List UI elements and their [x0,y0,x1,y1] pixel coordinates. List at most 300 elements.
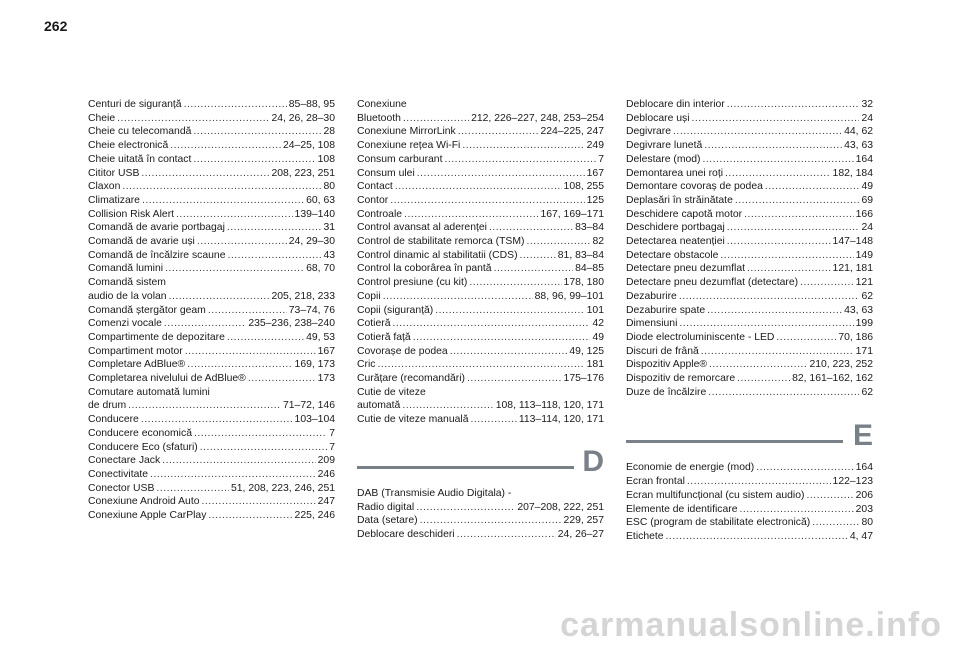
entry-pages: 49, 125 [569,345,604,357]
entry-pages: 108, 113–118, 120, 171 [495,400,604,412]
entry-label: Conectivitate [88,468,149,480]
index-entry [88,112,335,126]
dot-leader [494,262,574,276]
index-entry [626,194,873,208]
entry-label: Deplasări în străinătate [626,194,733,206]
section-header-d [357,444,604,481]
entry-label: Cotieră [357,318,391,330]
dot-leader [202,495,316,509]
dot-leader [194,427,327,441]
entry-pages: 171 [855,345,873,357]
entry-pages: 181 [586,359,604,371]
entry-pages: 84–85 [575,263,604,275]
entry-pages: 139–140 [294,208,335,220]
index-entry [357,345,604,359]
dot-leader [666,530,848,544]
dot-leader [413,331,591,345]
entry-label: Conector USB [88,482,155,494]
dot-leader [462,139,584,153]
index-entry [357,317,604,331]
entry-label: Centuri de siguranță [88,99,182,110]
entry-pages: 24 [861,112,873,124]
index-entry [357,514,604,528]
entry-label: Contor [357,194,389,206]
entry-label: Control presiune (cu kit) [357,277,468,289]
entry-label: Collision Risk Alert [88,208,175,220]
dot-leader [806,489,853,503]
entry-label: Conexiune MirrorLink [357,126,456,138]
dot-leader [117,112,269,126]
entry-pages: 167 [586,167,604,179]
index-entry [357,208,604,222]
entry-pages: 80 [323,181,335,193]
entry-label: Diode electroluminiscente - LED [626,331,775,343]
entry-pages: 206 [855,489,873,501]
entry-pages: 68, 70 [306,263,335,275]
index-entry [88,290,335,304]
entry-pages: 24 [861,222,873,234]
index-entry [626,530,873,544]
entry-pages: 82 [592,236,604,248]
section-rule [357,466,574,469]
entry-pages: 71–72, 146 [282,400,335,412]
index-entry [626,489,873,503]
entry-pages: 83–84 [575,222,604,234]
entry-label: Radio digital [357,501,415,513]
dot-leader [142,194,304,208]
dot-leader [403,112,469,126]
entry-pages: 82, 161–162, 162 [792,373,873,385]
entry-label: Etichete [626,530,664,542]
index-entry [88,139,335,153]
dot-leader [187,358,292,372]
dot-leader [170,139,281,153]
index-column-1 [88,98,335,523]
entry-pages: 169, 173 [294,359,335,371]
entry-pages: 125 [586,194,604,206]
dot-leader [200,441,327,455]
dot-leader [679,317,853,331]
index-entry [88,304,335,318]
entry-label: Discuri de frână [626,345,699,357]
index-entry [357,262,604,276]
entry-pages: 178, 180 [563,277,604,289]
index-entry [88,221,335,235]
section-letter: D [582,444,604,478]
entry-pages: 208, 223, 251 [271,167,335,179]
dot-leader [227,249,321,263]
entry-pages: 182, 184 [832,167,873,179]
dot-leader [377,358,584,372]
index-entry [626,317,873,331]
dot-leader [395,180,562,194]
dot-leader [402,399,493,413]
index-entry-heading: Conexiune [357,99,407,110]
dot-leader [176,208,293,222]
entry-pages: 7 [598,153,604,165]
index-entry [626,503,873,517]
index-entry [626,235,873,249]
entry-pages: 80 [861,517,873,529]
entry-label: Completare AdBlue® [88,359,186,371]
index-entry [357,235,604,249]
entry-pages: 62 [861,386,873,398]
dot-leader [673,125,842,139]
section-letter: E [852,419,873,453]
entry-pages: 51, 208, 223, 246, 251 [231,482,335,494]
dot-leader [727,221,860,235]
entry-pages: 24–25, 108 [282,140,335,152]
index-entry [357,413,604,427]
entry-label: Conexiune Apple CarPlay [88,510,207,522]
index-entry [88,468,335,482]
index-entry [626,167,873,181]
index-entry [88,454,335,468]
entry-pages: 49 [861,181,873,193]
entry-pages: 43, 63 [844,304,873,316]
dot-leader [185,345,316,359]
entry-pages: 85–88, 95 [288,99,335,110]
entry-label: automată [357,400,401,412]
index-entry [357,399,604,413]
dot-leader [709,358,807,372]
index-entry [626,290,873,304]
dot-leader [141,167,269,181]
entry-pages: 210, 223, 252 [809,359,873,371]
dot-leader [450,345,568,359]
dot-leader [193,125,321,139]
index-entry [626,262,873,276]
index-entry [88,495,335,509]
entry-pages: 69 [861,194,873,206]
dot-leader [469,276,561,290]
dot-leader [457,528,556,542]
dot-leader [520,249,556,263]
entry-label: Cutie de viteze manuală [357,414,469,426]
entry-label: Deblocare uși [626,112,690,124]
entry-label: Contact [357,181,393,193]
dot-leader [679,290,860,304]
entry-pages: 49 [592,331,604,343]
entry-label: Covorașe de podea [357,345,448,357]
dot-leader [744,208,854,222]
entry-label: Claxon [88,181,121,193]
index-entry [357,221,604,235]
index-entry [626,112,873,126]
index-entry [357,331,604,345]
entry-pages: 24, 29–30 [288,236,335,248]
dot-leader [420,514,562,528]
entry-pages: 73–74, 76 [288,304,335,316]
entry-label: Consum carburant [357,153,443,165]
entry-pages: 108, 255 [563,181,604,193]
index-entry [88,372,335,386]
section-rule [626,440,843,443]
entry-label: Completarea nivelului de AdBlue® [88,373,246,385]
dot-leader [150,468,316,482]
section-list [357,487,604,542]
dot-leader [776,331,836,345]
dot-leader [197,235,287,249]
index-entry [88,413,335,427]
index-entry [357,194,604,208]
entry-label: Conducere economică [88,427,192,439]
entry-label: Ecran multifuncțional (cu sistem audio) [626,489,805,501]
dot-leader [122,180,321,194]
dot-leader [735,194,860,208]
index-entry [357,290,604,304]
entry-label: Control de stabilitate remorca (TSM) [357,236,525,248]
entry-label: Comandă de avarie portbagaj [88,222,225,234]
dot-leader [165,262,304,276]
entry-label: Conexiune Android Auto [88,496,200,508]
index-entry [88,262,335,276]
index-entry [357,358,604,372]
dot-leader [703,153,854,167]
entry-label: Detectare pneu dezumflat [626,263,745,275]
dot-leader [444,153,596,167]
index-entry [88,98,335,112]
entry-pages: 209 [317,455,335,467]
index-entry [626,304,873,318]
dot-leader [164,317,246,331]
entry-label: ESC (program de stabilitate electronică) [626,517,811,529]
entry-pages: 149 [855,249,873,261]
index-column-2 [357,98,604,542]
entry-pages: 7 [329,427,335,439]
entry-pages: 205, 218, 233 [271,290,335,302]
index-entry [88,482,335,496]
entry-pages: 43 [323,249,335,261]
dot-leader [458,125,539,139]
entry-label: Curățare (recomandări) [357,373,465,385]
entry-label: Cheie electronică [88,140,169,152]
entry-label: Comandă ștergător geam [88,304,206,316]
entry-label: Dispozitiv de remorcare [626,373,736,385]
entry-label: Economie de energie (mod) [626,462,755,474]
index-entry [88,331,335,345]
entry-pages: 235–236, 238–240 [248,318,335,330]
index-entry [88,317,335,331]
entry-label: Comandă lumini [88,263,164,275]
section-header-e [626,421,873,455]
dot-leader [720,249,853,263]
index-entry [88,358,335,372]
entry-label: Cheie cu telecomandă [88,126,192,138]
entry-label: Cititor USB [88,167,140,179]
entry-label: Duze de încălzire [626,386,707,398]
entry-label: Degivrare [626,126,672,138]
section-list [626,461,873,543]
index-entry [626,98,873,112]
entry-pages: 31 [323,222,335,234]
index-entry [626,358,873,372]
dot-leader [800,276,854,290]
entry-label: Compartiment motor [88,345,183,357]
entry-pages: 247 [317,496,335,508]
entry-label: Data (setare) [357,515,418,527]
index-list [357,98,604,427]
entry-label: Compartimente de depozitare [88,331,225,343]
index-entry [626,516,873,530]
entry-label: Comandă de avarie uși [88,236,195,248]
dot-leader [416,501,515,515]
entry-label: Dispozitiv Apple® [626,359,708,371]
dot-leader [727,235,831,249]
index-entry [626,372,873,386]
index-entry [357,167,604,181]
index-entry-heading: Comandă sistem [88,277,166,289]
index-entry [357,304,604,318]
dot-leader [404,208,538,222]
entry-pages: 166 [855,208,873,220]
entry-label: Controale [357,208,403,220]
entry-label: Control dinamic al stabilitatii (CDS) [357,249,518,261]
entry-label: Cheie uitată în contact [88,153,192,165]
index-entry [88,167,335,181]
entry-pages: 212, 226–227, 248, 253–254 [471,112,604,124]
index-entry [626,125,873,139]
index-entry [88,180,335,194]
dot-leader [141,413,293,427]
index-entry [626,386,873,400]
dot-leader [184,98,287,112]
entry-pages: 32 [861,99,873,110]
entry-pages: 103–104 [294,414,335,426]
dot-leader [208,509,292,523]
dot-leader [208,304,287,318]
entry-pages: 207–208, 222, 251 [517,501,604,513]
entry-label: Demontare covoraș de podea [626,181,763,193]
index-entry-heading: DAB (Transmisie Audio Digitala) - [357,487,512,499]
entry-pages: 147–148 [832,236,873,248]
page-number: 262 [44,18,68,34]
index-entry [357,112,604,126]
dot-leader [739,503,853,517]
dot-leader [390,194,584,208]
entry-label: Deblocare deschideri [357,528,455,540]
entry-pages: 81, 83–84 [557,249,604,261]
index-list [88,98,335,523]
index-entry [88,235,335,249]
entry-pages: 24, 26–27 [557,528,604,540]
entry-label: de drum [88,400,127,412]
index-entry [626,345,873,359]
entry-label: Control avansat al aderenței [357,222,487,234]
dot-leader [169,290,270,304]
index-entry [88,153,335,167]
index-entry [88,208,335,222]
entry-label: Climatizare [88,194,140,206]
index-entry [626,208,873,222]
index-entry [626,180,873,194]
entry-label: Elemente de identificare [626,503,738,515]
entry-label: Cric [357,359,376,371]
entry-label: Ecran frontal [626,476,685,488]
index-entry [88,509,335,523]
dot-leader [193,153,315,167]
index-entry [88,125,335,139]
index-entry [626,475,873,489]
entry-label: audio de la volan [88,290,167,302]
entry-pages: 44, 62 [844,126,873,138]
index-entry [88,194,335,208]
entry-label: Comenzi vocale [88,318,162,330]
dot-leader [756,461,853,475]
dot-leader [727,98,860,112]
entry-pages: 164 [855,153,873,165]
entry-pages: 203 [855,503,873,515]
entry-label: Conducere Eco (sfaturi) [88,441,198,453]
entry-pages: 113–114, 120, 171 [518,414,604,426]
entry-pages: 122–123 [832,476,873,488]
index-entry [357,528,604,542]
index-entry [88,399,335,413]
dot-leader [687,475,831,489]
entry-label: Detectarea neatenției [626,236,725,248]
entry-pages: 164 [855,462,873,474]
entry-label: Detectare pneu dezumflat (detectare) [626,277,799,289]
entry-pages: 224–225, 247 [540,126,604,138]
entry-label: Cheie [88,112,116,124]
entry-pages: 4, 47 [849,530,873,542]
index-entry [357,501,604,515]
dot-leader [248,372,316,386]
dot-leader [227,221,322,235]
entry-pages: 49, 53 [306,331,335,343]
index-entry [357,276,604,290]
index-entry [626,461,873,475]
dot-leader [707,304,842,318]
index-entry [626,153,873,167]
entry-pages: 121 [855,277,873,289]
entry-label: Deschidere capotă motor [626,208,743,220]
entry-label: Conducere [88,414,139,426]
entry-label: Degivrare lunetă [626,140,703,152]
dot-leader [470,413,516,427]
dot-leader [489,221,573,235]
dot-leader [128,399,281,413]
index-entry [88,427,335,441]
index-entry [357,180,604,194]
dot-leader [765,180,860,194]
index-entry [88,441,335,455]
entry-label: Conexiune rețea Wi-Fi [357,140,461,152]
dot-leader [417,167,585,181]
index-column-3 [626,98,873,544]
entry-pages: 42 [592,318,604,330]
entry-label: Cotieră față [357,331,411,343]
dot-leader [383,290,533,304]
entry-pages: 88, 96, 99–101 [534,290,604,302]
entry-pages: 121, 181 [832,263,873,275]
index-entry [88,249,335,263]
dot-leader [701,345,854,359]
entry-pages: 249 [586,140,604,152]
entry-pages: 167, 169–171 [540,208,604,220]
dot-leader [156,482,229,496]
dot-leader [227,331,304,345]
entry-pages: 108 [317,153,335,165]
dot-leader [467,372,562,386]
entry-pages: 60, 63 [306,194,335,206]
index-entry [357,372,604,386]
entry-label: Deblocare din interior [626,99,725,110]
entry-label: Demontarea unei roți [626,167,724,179]
entry-label: Deschidere portbagaj [626,222,725,234]
dot-leader [393,317,591,331]
index-entry [626,139,873,153]
